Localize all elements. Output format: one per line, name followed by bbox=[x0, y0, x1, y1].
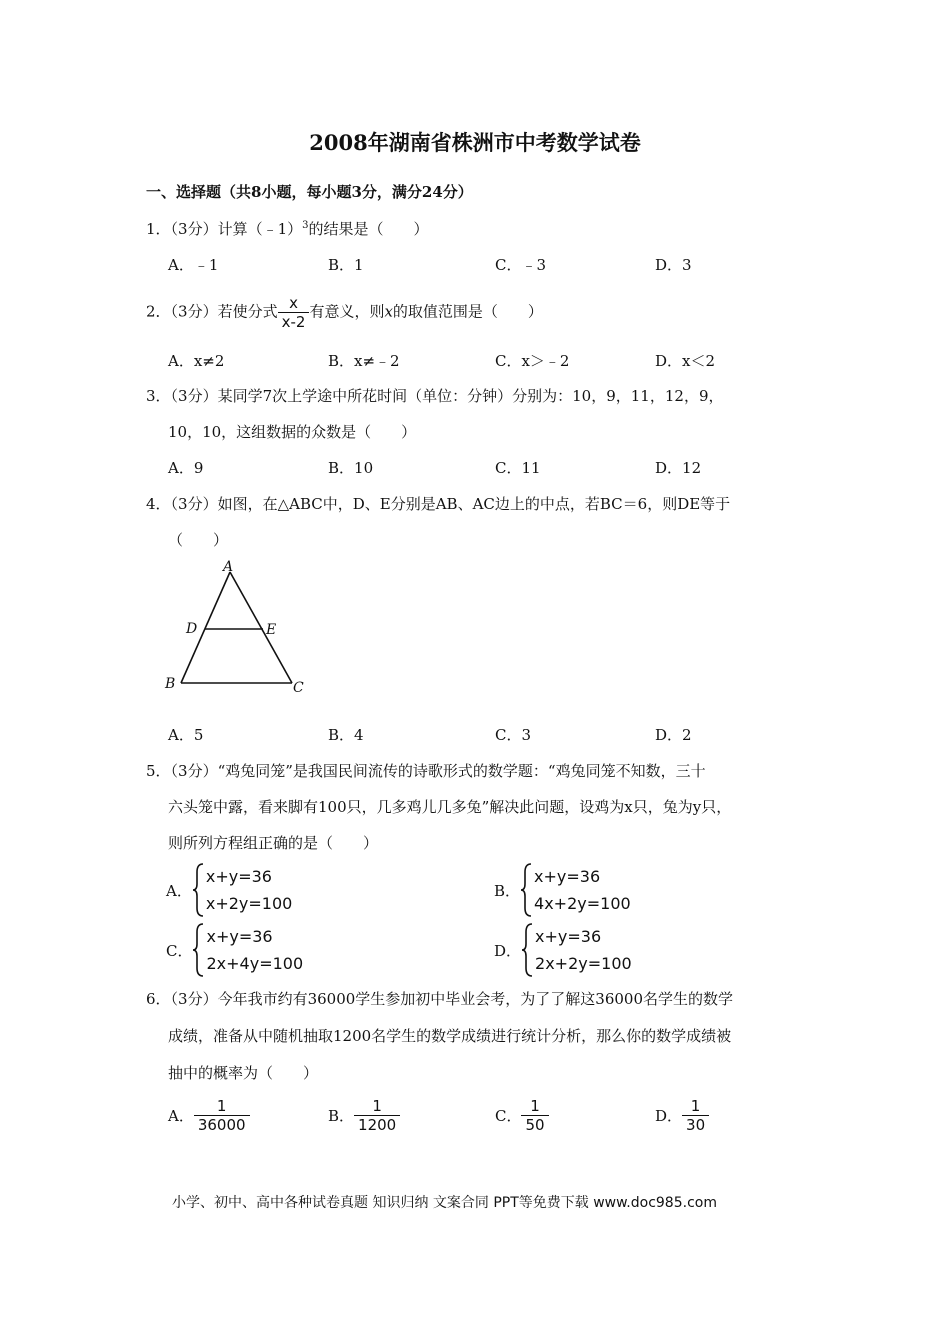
vertex-label-c: C bbox=[293, 680, 304, 696]
q2-option-d: D．x＜2 bbox=[655, 352, 716, 370]
question-3-line-2: 10，10，这组数据的众数是（ ） bbox=[168, 423, 417, 441]
side-ac bbox=[230, 572, 292, 683]
question-3-line-1: 3．（3分）某同学7次上学途中所花时间（单位：分钟）分别为：10，9，11，12，9， bbox=[146, 387, 724, 405]
fraction bbox=[194, 1097, 250, 1134]
fraction-numerator: x bbox=[289, 294, 298, 312]
question-6-line-1: 6．（3分）今年我市约有36000学生参加初中毕业会考，为了了解这36000名学生的数学 bbox=[146, 990, 734, 1008]
fraction-numerator: 1 bbox=[216, 1097, 227, 1115]
q6-option-c bbox=[495, 1097, 549, 1134]
fraction bbox=[354, 1097, 400, 1134]
q1-option-b: B．1 bbox=[328, 256, 364, 274]
question-6-line-3: 抽中的概率为（ ） bbox=[168, 1064, 319, 1082]
question-6-line-2: 成绩，准备从中随机抽取1200名学生的数学成绩进行统计分析，那么你的数学成绩被 bbox=[168, 1027, 732, 1045]
page-title: 2008年湖南省株洲市中考数学试卷 bbox=[309, 130, 641, 155]
fraction-numerator: 1 bbox=[372, 1097, 382, 1115]
question-4-line-1: 4．（3分）如图，在△ABC中，D、E分别是AB、AC边上的中点，若BC＝6，则DE等于 bbox=[146, 495, 731, 513]
vertex-label-b: B bbox=[165, 676, 176, 692]
fraction-numerator: 1 bbox=[690, 1097, 701, 1115]
q4-option-d: D．2 bbox=[655, 726, 692, 744]
q1-stem-a: 1．（3分）计算（﹣1） bbox=[146, 220, 303, 238]
q4-option-c: C．3 bbox=[495, 726, 532, 744]
left-brace-icon bbox=[520, 862, 534, 918]
q2-option-b: B．x≠﹣2 bbox=[328, 352, 400, 370]
q2-stem-a: 2．（3分）若使分式 bbox=[146, 302, 278, 321]
option-label: B． bbox=[494, 881, 521, 900]
q2-variable: x bbox=[384, 302, 393, 321]
page-footer: 小学、初中、高中各种试卷真题 知识归纳 文案合同 PPT等免费下载 www.doc985.com bbox=[172, 1195, 717, 1211]
q1-option-c: C．﹣3 bbox=[495, 256, 547, 274]
question-1-stem bbox=[146, 218, 429, 239]
triangle-diagram bbox=[160, 555, 320, 697]
left-brace-icon bbox=[192, 862, 206, 918]
q3-option-c: C．11 bbox=[495, 459, 541, 477]
q5-option-d bbox=[494, 922, 632, 978]
fraction-denominator: 1200 bbox=[354, 1115, 400, 1134]
point-label-e: E bbox=[266, 622, 277, 638]
q6-option-a bbox=[168, 1097, 250, 1134]
equation-1: x+y=36 bbox=[534, 867, 601, 886]
question-5-line-1: 5．（3分）“鸡兔同笼”是我国民间流传的诗歌形式的数学题：“鸡兔同笼不知数，三十 bbox=[146, 762, 706, 780]
equation-2: 2x+4y=100 bbox=[206, 954, 304, 973]
option-label: D． bbox=[655, 1107, 683, 1125]
fraction-denominator: 36000 bbox=[194, 1115, 250, 1134]
equation-2: 4x+2y=100 bbox=[534, 894, 631, 913]
vertex-label-a: A bbox=[223, 559, 234, 575]
fraction bbox=[682, 1097, 709, 1134]
q1-exponent: 3 bbox=[302, 220, 309, 231]
option-label: A． bbox=[166, 881, 192, 900]
q3-option-b: B．10 bbox=[328, 459, 374, 477]
q1-option-a: A．﹣1 bbox=[168, 256, 219, 274]
question-5-line-2: 六头笼中露，看来脚有100只，几多鸡儿几多兔”解决此问题，设鸡为x只，兔为y只， bbox=[168, 798, 732, 816]
option-label: C． bbox=[166, 941, 193, 960]
q6-option-b bbox=[328, 1097, 400, 1134]
q5-option-c bbox=[166, 922, 303, 978]
fraction-denominator: 30 bbox=[682, 1115, 709, 1134]
q4-option-a: A．5 bbox=[168, 726, 204, 744]
equation-2: 2x+2y=100 bbox=[535, 954, 632, 973]
option-label: D． bbox=[494, 941, 522, 960]
q2-stem-c: 的取值范围是（ ） bbox=[392, 302, 543, 321]
q1-option-d: D．3 bbox=[655, 256, 692, 274]
point-label-d: D bbox=[186, 621, 198, 637]
question-5-line-3: 则所列方程组正确的是（ ） bbox=[168, 834, 379, 852]
q5-option-a bbox=[166, 862, 292, 918]
q1-stem-b: 的结果是（ ） bbox=[308, 220, 429, 238]
fraction-numerator: 1 bbox=[530, 1097, 540, 1115]
q2-option-a: A．x≠2 bbox=[168, 352, 225, 370]
fraction-denominator: x-2 bbox=[278, 312, 310, 331]
q5-option-b bbox=[494, 862, 631, 918]
q2-fraction bbox=[278, 294, 310, 331]
equation-1: x+y=36 bbox=[205, 867, 272, 886]
section-heading: 一、选择题（共8小题，每小题3分，满分24分） bbox=[146, 183, 473, 201]
q3-option-d: D．12 bbox=[655, 459, 702, 477]
option-label: B． bbox=[328, 1107, 355, 1125]
equation-1: x+y=36 bbox=[535, 927, 602, 946]
left-brace-icon bbox=[521, 922, 535, 978]
option-label: A． bbox=[168, 1107, 194, 1125]
q2-option-c: C．x＞﹣2 bbox=[495, 352, 570, 370]
fraction bbox=[521, 1097, 548, 1134]
q2-stem-b: 有意义，则 bbox=[309, 302, 385, 321]
option-label: C． bbox=[495, 1107, 522, 1125]
left-brace-icon bbox=[192, 922, 206, 978]
equation-1: x+y=36 bbox=[206, 927, 273, 946]
question-4-line-2: （ ） bbox=[168, 531, 229, 549]
q4-option-b: B．4 bbox=[328, 726, 364, 744]
q3-option-a: A．9 bbox=[168, 459, 204, 477]
equation-2: x+2y=100 bbox=[205, 894, 293, 913]
q6-option-d bbox=[655, 1097, 709, 1134]
question-2-stem bbox=[146, 294, 543, 331]
fraction-denominator: 50 bbox=[521, 1115, 548, 1134]
